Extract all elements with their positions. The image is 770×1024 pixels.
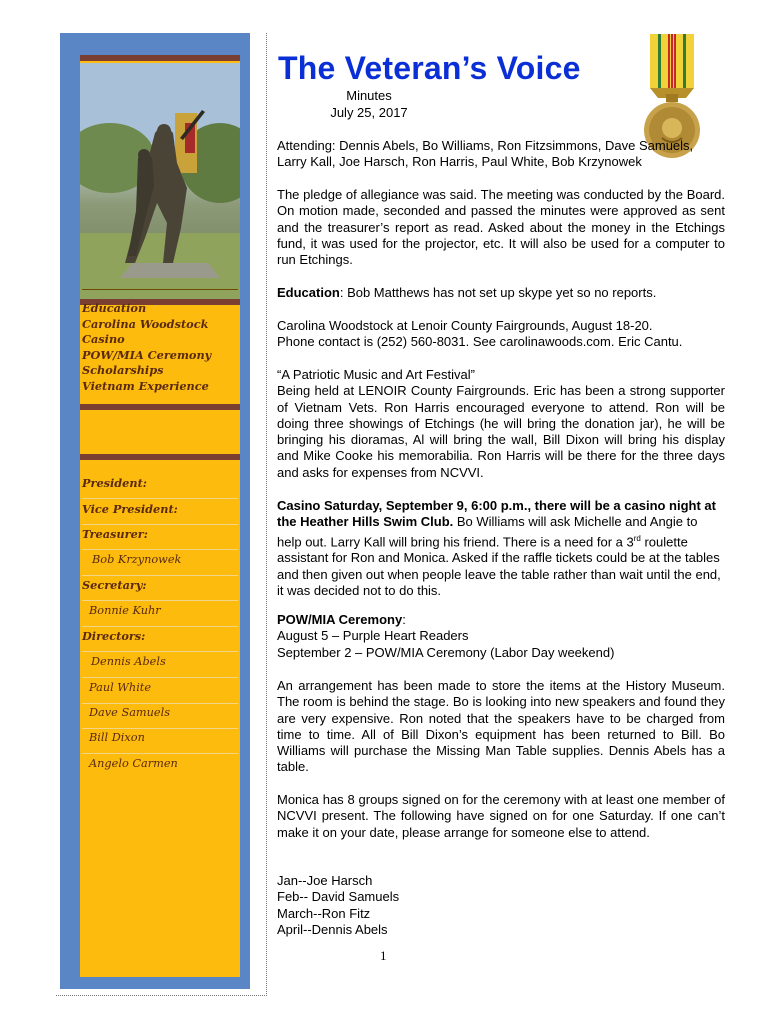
education-paragraph [277,285,725,301]
president-label: President: [82,476,147,490]
meeting-date: July 25, 2017 [330,105,408,120]
memorial-statue-photo [80,63,240,299]
schedule-item: Feb-- David Samuels [277,889,400,905]
schedule-item: April--Dennis Abels [277,921,388,937]
sidebar [60,33,250,989]
pow-mia-heading: POW/MIA Ceremony [277,612,403,627]
sidebar-line [82,703,238,704]
sidebar-line [82,524,238,525]
sidebar-line [82,677,238,678]
vice-president-label: Vice President: [82,502,178,516]
schedule-list [277,873,725,938]
sidebar-divider [80,454,240,460]
director-name: Angelo Carmen [89,757,178,770]
director-name: Bill Dixon [89,731,145,744]
page-number: 1 [380,948,387,963]
casino-text-continued: roulette assistant for Ron and Monica. Asked if the raffle tickets could be at the tables and then given out when people leave the table rather than wait until the end, it was decided not to do this. [277,533,721,598]
sidebar-line [82,575,238,576]
director-name: Paul White [89,681,152,694]
sidebar-line [82,753,238,754]
secretary-name: Bonnie Kuhr [89,604,161,617]
sidebar-line [82,728,238,729]
document-type: Minutes [346,88,392,103]
topic-education: Education [82,301,147,315]
treasurer-label: Treasurer: [82,527,148,541]
casino-heading: Casino Saturday, September 9, 6:00 p.m., there will be a casino night at the Heather Hills Swim Club. [277,498,716,530]
schedule-item: March--Ron Fitz [277,905,371,921]
woodstock-contact-line: Phone contact is (252) 560-8031. See carolinawoods.com. Eric Cantu. [277,334,683,350]
casino-text: Bo Williams will ask Michelle and Angie to help out. Larry Kall will bring his friend. There is a need for a 3 [277,514,698,549]
woodstock-paragraph [277,318,725,351]
casino-superscript: rd [633,533,641,543]
director-name: Dennis Abels [91,655,166,668]
statue-image [80,63,240,299]
pledge-paragraph: The pledge of allegiance was said. The meeting was conducted by the Board. On motion made, seconded and passed the minutes were approved as sent and the treasurer’s report as read. Asked about the money in the Etchings fund, it was used for the projector, etc. It will also be used for a computer to run Etchings. [277,187,725,268]
topic-pow-mia: POW/MIA Ceremony [82,347,212,362]
director-name: Dave Samuels [89,706,171,719]
monica-paragraph: Monica has 8 groups signed on for the ceremony with at least one member of NCVVI present. The following have signed on for one Saturday. If one can’t make it on your date, please arrange for someone else to attend. [277,792,725,840]
sidebar-line [82,549,238,550]
sidebar-divider [80,404,240,410]
secretary-label: Secretary: [82,578,147,592]
pow-mia-line: August 5 – Purple Heart Readers [277,628,469,644]
sidebar-divider [80,55,240,61]
schedule-item: Jan--Joe Harsch [277,873,373,888]
sidebar-line [82,498,238,499]
arrangement-paragraph: An arrangement has been made to store the items at the History Museum. The room is behind the stage. Bo is looking into new speakers and found they are very expensive. Ron noted that the speakers have to be charged from time to time. All of Bill Dixon’s equipment has been returned to Bill. Bo Williams will purchase the Missing Man Table supplies. Dennis Abels has a table. [277,678,725,775]
pow-mia-paragraph: POW/MIA Ceremony: August 5 – Purple Heart Readers September 2 – POW/MIA Ceremony (Labor Day weekend) [277,612,725,661]
sidebar-line [82,600,238,601]
treasurer-name: Bob Krzynowek [92,553,182,566]
festival-paragraph [277,367,725,481]
topic-casino: Casino [82,332,125,346]
topic-vietnam-experience: Vietnam Experience [82,378,209,393]
topics-rule [82,289,238,290]
directors-label: Directors: [82,629,146,643]
attending-paragraph: Attending: Dennis Abels, Bo Williams, Ron Fitzsimmons, Dave Samuels, Larry Kall, Joe Harsch, Ron Harris, Paul White, Bob Krzynowek [277,138,694,170]
woodstock-line: Carolina Woodstock at Lenoir County Fairgrounds, August 18-20. [277,318,653,333]
festival-text: Being held at LENOIR County Fairgrounds. Eric has been a strong supporter of Vietnam Vets. Ron Harris encouraged everyone to attend. Ron will be doing three showings of Etchings (he will bring the donation jar), he will be bringing his dioramas, Al will bring the wall, Bill Dixon will bring his display and Mike Cooke his memorabilia. Ron Harris will be there for the three days and asks for expenses from NCVVI. [277,383,725,480]
newsletter-title: The Veteran’s Voice [278,50,581,86]
sidebar-line [82,626,238,627]
festival-title: “A Patriotic Music and Art Festival” [277,367,475,382]
topic-scholarships: Scholarships [82,363,164,377]
pow-mia-line: September 2 – POW/MIA Ceremony (Labor Day weekend) [277,644,615,660]
education-text: : Bob Matthews has not set up skype yet so no reports. [339,285,657,300]
topic-carolina-woodstock: Carolina Woodstock [82,316,209,331]
sidebar-line [82,651,238,652]
education-heading: Education [277,285,340,300]
casino-paragraph [277,498,725,599]
